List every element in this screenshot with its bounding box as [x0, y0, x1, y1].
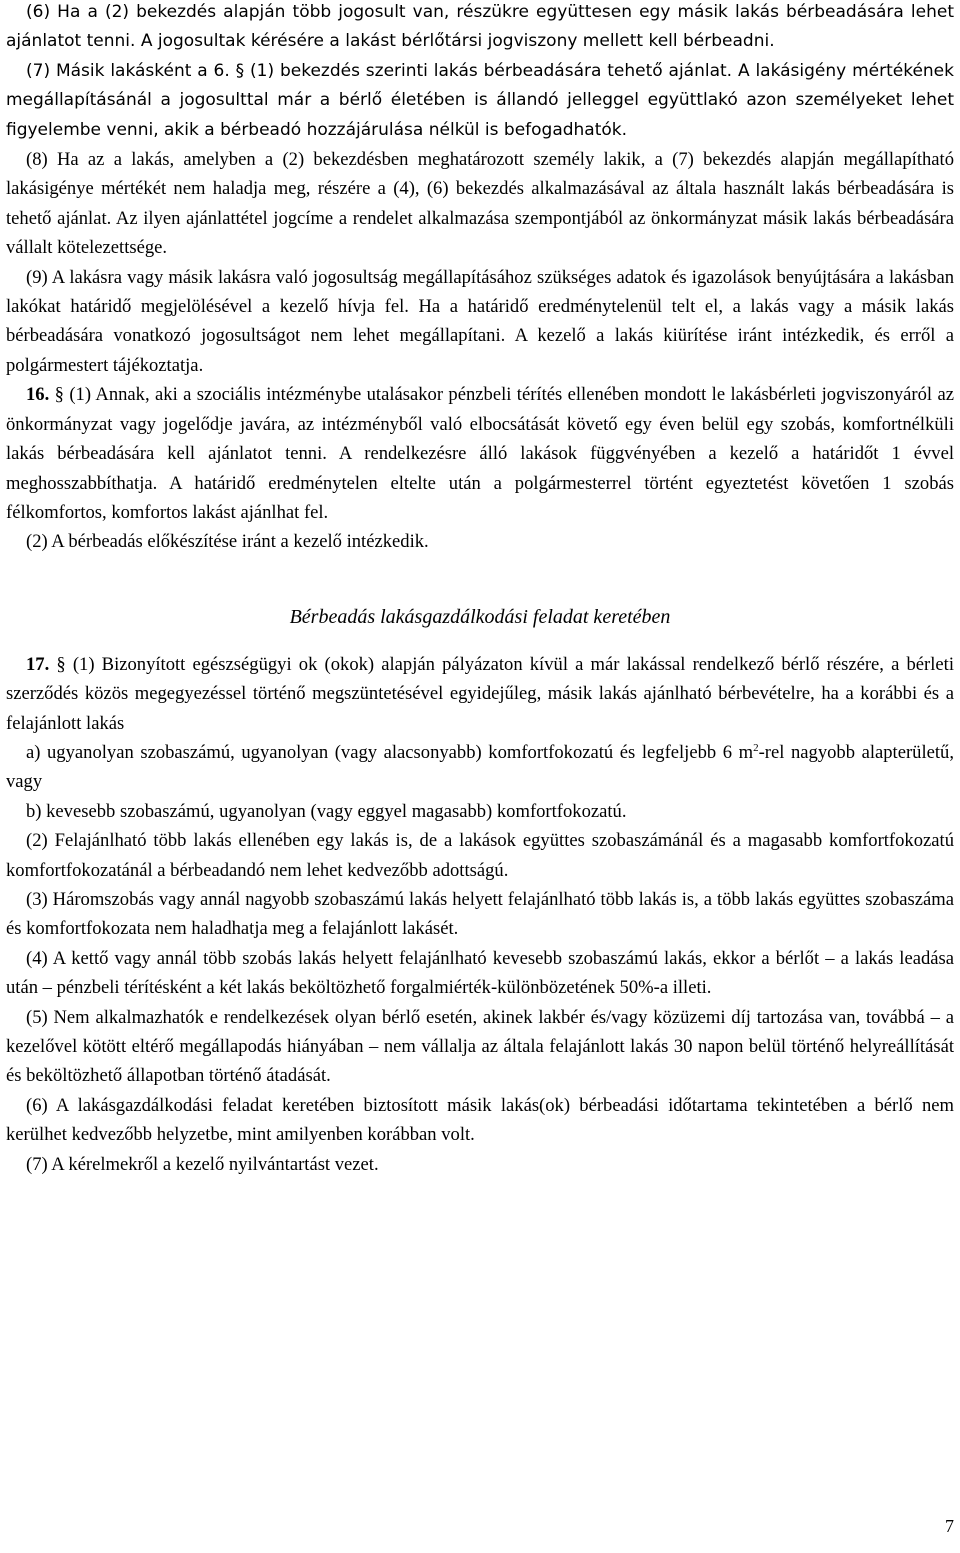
page-number: 7	[945, 1516, 954, 1536]
point-a-text: a) ugyanolyan szobaszámú, ugyanolyan (vagy alacsonyabb) komfortfokozatú és legfeljebb 6 m	[26, 741, 754, 763]
section-subheading: Bérbeadás lakásgazdálkodási feladat keretében	[289, 605, 671, 628]
paragraph-6: (6) Ha a (2) bekezdés alapján több jogosult van, részükre együttesen egy másik lakás bérbeadására lehet ajánlatot tenni. A jogosultak kérésére a lakást bérlőtársi jogviszony mellett kell bérbeadni.	[6, 2, 954, 52]
paragraph-7-lead: (7) Másik lakásként a 6. § (1) bekezdés szerinti lakás bérbeadására tehető ajánlat.	[26, 60, 733, 81]
section-17-paragraph-7: (7) A kérelmekről a kezelő nyilvántartást vezet.	[26, 1153, 379, 1175]
section-17-point-b: b) kevesebb szobaszámú, ugyanolyan (vagy eggyel magasabb) komfortfokozatú.	[26, 800, 627, 822]
point-a-text-end: -rel nagyobb alapterületű, vagy	[6, 741, 954, 793]
section-17-paragraph-4: (4) A kettő vagy annál több szobás lakás helyett felajánlható kevesebb szobaszámú lakás, ekkor a bérlőt – a lakás leadása után – pénzbeli térítésként a két lakás beköltözhető forgalmiérték-különbözetének 50%-a illeti.	[6, 947, 954, 999]
section-16-paragraph-2: (2) A bérbeadás előkészítése iránt a kezelő intézkedik.	[26, 531, 429, 553]
paragraph-7-body: A lakásigény mértékének megállapításánál a jogosulttal már a bérlő életében is állandó jelleggel együttlakó azon személyeket lehet figyelembe venni, akik a bérbeadó hozzájárulása nélkül is befogadhatók.	[6, 60, 954, 140]
section-17-paragraph-6: (6) A lakásgazdálkodási feladat keretében biztosított másik lakás(ok) bérbeadási időtartama tekintetében a bérlő nem kerülhet kedvezőbb helyzetbe, mint amilyenben korábban volt.	[6, 1094, 954, 1146]
section-17-number: 17.	[26, 653, 50, 675]
section-16-paragraph-1	[6, 380, 954, 527]
section-17-paragraph-3: (3) Háromszobás vagy annál nagyobb szobaszámú lakás helyett felajánlható több lakás is, a több lakás együttes szobaszáma és komfortfokozata nem haladhatja meg a felajánlott lakásét.	[6, 888, 954, 940]
section-16-number: 16.	[26, 384, 50, 406]
paragraph-9: (9) A lakásra vagy másik lakásra való jogosultság megállapításához szükséges adatok és igazolások benyújtására a lakásban lakókat határidő megjelölésével a kezelő hívja fel. Ha a határidő eredménytelenül telt el, a lakás vagy a másik lakás bérbeadására vonatkozó jogosultságot nem lehet megállapítani. A kezelő a lakás kiürítése iránt intézkedik, és erről a polgármestert tájékoztatja.	[6, 266, 954, 376]
point-a-superscript: 2	[753, 741, 759, 754]
section-17-point-a	[6, 738, 954, 797]
paragraph-8: (8) Ha az a lakás, amelyben a (2) bekezdésben meghatározott személy lakik, a (7) bekezdés alapján megállapítható lakásigénye mértékét nem haladja meg, részére a (4), (6) bekezdés alkalmazásával az általa használt lakás bérbeadására is tehető ajánlat. Az ilyen ajánlattétel jogcíme a rendelet alkalmazása szempontjából az önkormányzat másik lakás bérbeadására vállalt kötelezettsége.	[6, 149, 954, 259]
section-16-text: § (1) Annak, aki a szociális intézménybe utalásakor pénzbeli térítés ellenében mondott le lakásbérleti jogviszonyáról az önkormányzat vagy jogelődje javára, az intézményből való elbocsátását követő egy éven belül egy szobás, komfortnélküli lakás bérbeadására kell ajánlatot tenni. A rendelkezésre álló lakások függvényében a kezelő a határidőt 1 évvel meghosszabbíthatja. A határidő eredménytelen eltelte után a polgármesterrel történt egyeztetést követően 1 szobás félkomfortos, komfortos lakást ajánlhat fel.	[6, 384, 954, 523]
document-page	[6, 0, 954, 1179]
section-17-paragraph-2: (2) Felajánlható több lakás ellenében egy lakás is, de a lakások együttes szobaszámánál és a magasabb komfortfokozatú komfortfokozatánál a bérbeadandó nem lehet kedvezőbb adottságú.	[6, 830, 954, 881]
section-17-paragraph-5: (5) Nem alkalmazhatók e rendelkezések olyan bérlő esetén, akinek lakbér és/vagy közüzemi díj tartozása van, továbbá – a kezelővel kötött eltérő megállapodás hiányában – nem vállalja az általa felajánlott lakás 30 napon belül történő helyreállítását és beköltözhető állapotban történő átadását.	[6, 1006, 954, 1087]
paragraph-7	[6, 57, 954, 145]
section-17-paragraph-1	[6, 650, 954, 738]
section-17-text: § (1) Bizonyított egészségügyi ok (okok) alapján pályázaton kívül a már lakással rendelkező bérlő részére, a bérleti szerződés közös megegyezéssel történő megszüntetésével egyidejűleg, másik lakás ajánlható bérbevételre, ha a korábbi és a felajánlott lakás	[6, 653, 954, 734]
